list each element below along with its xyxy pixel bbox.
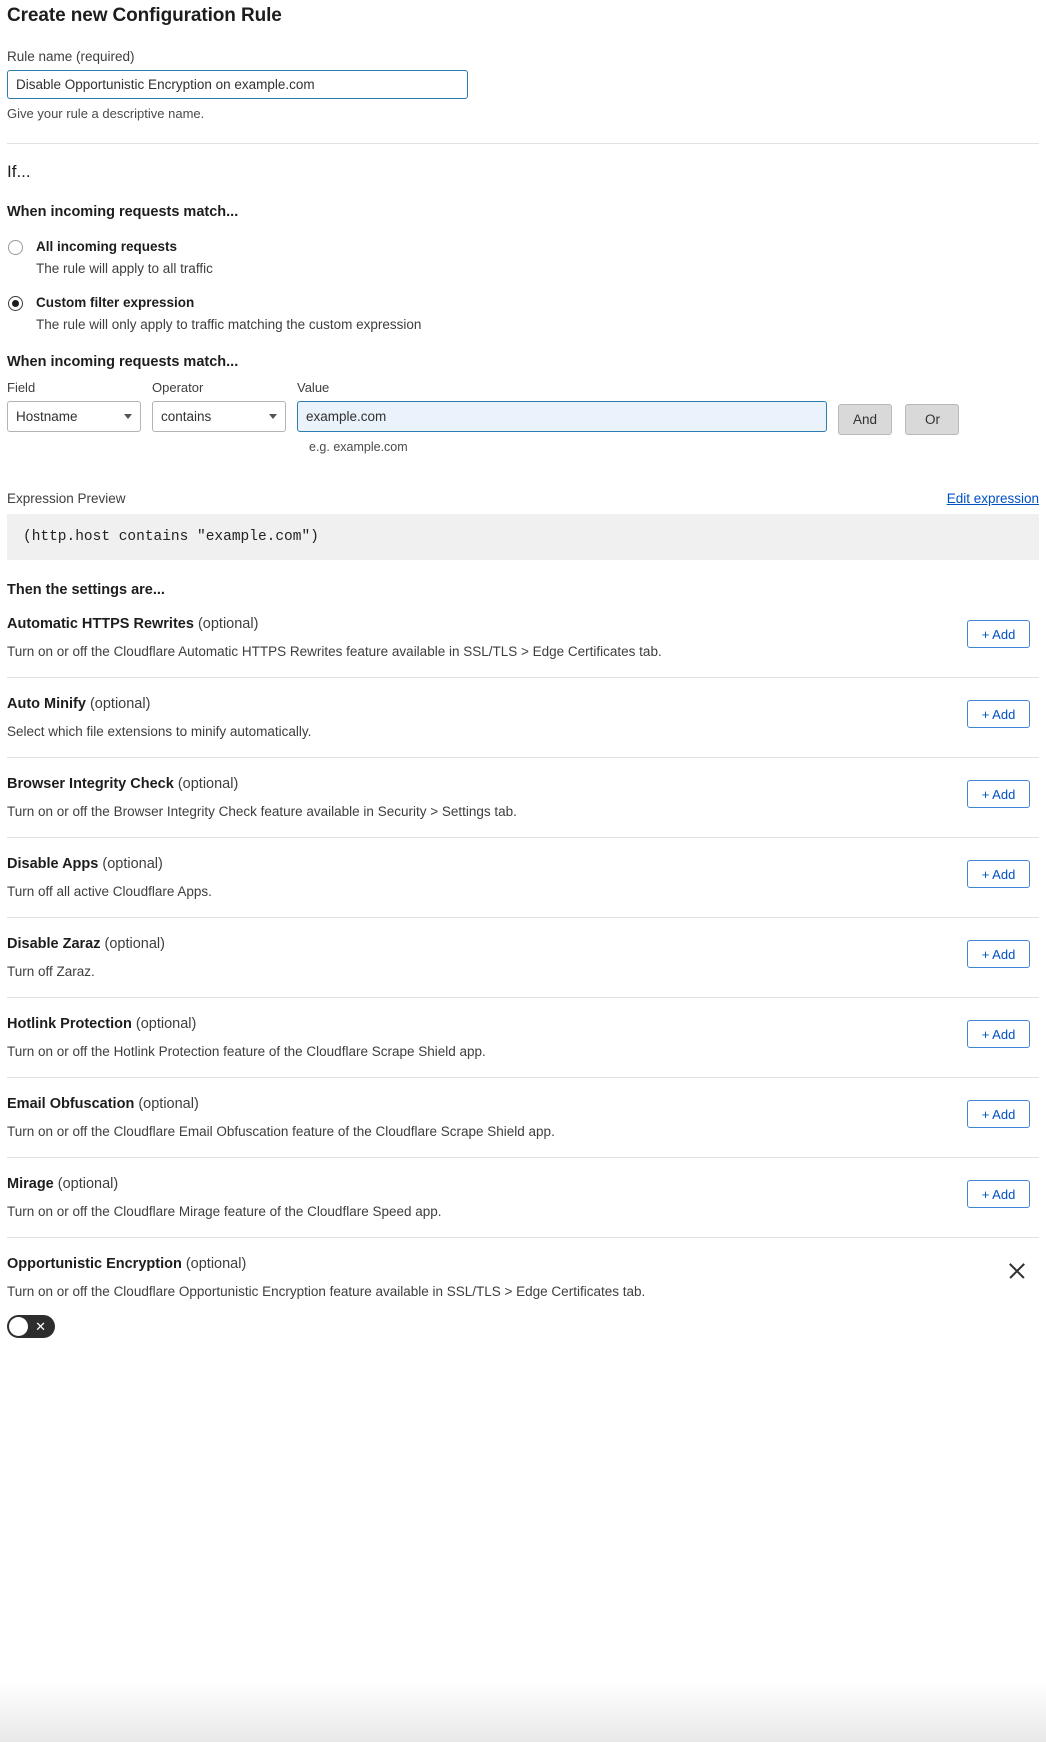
setting-optional-label: (optional) <box>104 936 165 952</box>
add-button[interactable]: + Add <box>967 780 1030 808</box>
field-select[interactable] <box>7 401 141 432</box>
value-hint: e.g. example.com <box>309 440 408 454</box>
setting-description: Turn off all active Cloudflare Apps. <box>7 884 212 899</box>
radio-option-custom-filter-expression[interactable] <box>7 294 1039 332</box>
setting-description: Turn on or off the Cloudflare Email Obfuscation feature of the Cloudflare Scrape Shield app. <box>7 1124 555 1139</box>
edit-expression-link[interactable]: Edit expression <box>946 491 1039 506</box>
setting-mirage <box>7 1158 1039 1238</box>
add-button[interactable]: + Add <box>967 1100 1030 1128</box>
setting-auto-minify <box>7 678 1039 758</box>
and-button[interactable]: And <box>838 404 892 435</box>
radio-label-all: All incoming requests <box>36 239 178 254</box>
setting-title <box>7 856 1039 872</box>
setting-name: Auto Minify <box>7 696 86 712</box>
and-or-buttons <box>838 404 959 435</box>
setting-name: Disable Apps <box>7 856 99 872</box>
setting-description: Turn on or off the Browser Integrity Check feature available in Security > Settings tab. <box>7 804 517 819</box>
setting-hotlink-protection <box>7 998 1039 1078</box>
setting-optional-label: (optional) <box>138 1096 199 1112</box>
setting-name: Browser Integrity Check <box>7 776 174 792</box>
bottom-fade-overlay <box>0 1682 1046 1742</box>
setting-description: Turn off Zaraz. <box>7 964 95 979</box>
radio-desc-all: The rule will apply to all traffic <box>36 261 213 276</box>
setting-description: Select which file extensions to minify automatically. <box>7 724 312 739</box>
setting-disable-apps <box>7 838 1039 918</box>
setting-title <box>7 936 1039 952</box>
setting-optional-label: (optional) <box>89 696 151 712</box>
setting-name: Hotlink Protection <box>7 1016 132 1032</box>
setting-description: Turn on or off the Cloudflare Automatic HTTPS Rewrites feature available in SSL/TLS > Edge Certificates tab. <box>7 644 662 659</box>
setting-name: Email Obfuscation <box>7 1096 135 1112</box>
operator-label: Operator <box>152 380 204 395</box>
operator-column <box>152 380 286 432</box>
value-column <box>297 380 827 454</box>
radio-desc-custom: The rule will only apply to traffic matching the custom expression <box>36 317 422 332</box>
setting-name: Disable Zaraz <box>7 936 101 952</box>
expression-preview-header <box>7 491 1039 506</box>
setting-description: Turn on or off the Hotlink Protection feature of the Cloudflare Scrape Shield app. <box>7 1044 486 1059</box>
divider <box>7 143 1039 144</box>
setting-title <box>7 1096 1039 1112</box>
setting-name: Mirage <box>7 1176 54 1192</box>
expression-preview-box <box>7 514 1039 560</box>
operator-select[interactable] <box>152 401 286 432</box>
rule-name-label: Rule name (required) <box>7 49 135 64</box>
setting-title <box>7 616 1039 632</box>
expression-builder-row <box>7 380 1039 454</box>
setting-title <box>7 776 1039 792</box>
setting-optional-label: (optional) <box>57 1176 119 1192</box>
match-heading: When incoming requests match... <box>7 204 239 220</box>
radio-label-custom: Custom filter expression <box>36 295 195 310</box>
add-button[interactable]: + Add <box>967 1020 1030 1048</box>
radio-option-all-incoming-requests[interactable] <box>7 238 1039 276</box>
rule-name-input[interactable] <box>7 70 468 99</box>
rule-name-help: Give your rule a descriptive name. <box>7 106 205 121</box>
or-button[interactable]: Or <box>905 404 959 435</box>
setting-disable-zaraz <box>7 918 1039 998</box>
setting-title <box>7 1176 1039 1192</box>
setting-optional-label: (optional) <box>197 616 259 632</box>
page-title: Create new Configuration Rule <box>7 5 282 26</box>
setting-optional-label: (optional) <box>102 856 163 872</box>
builder-heading: When incoming requests match... <box>7 354 239 370</box>
setting-opportunistic-encryption <box>7 1238 1039 1360</box>
value-input[interactable] <box>297 401 827 432</box>
setting-optional-label: (optional) <box>135 1016 197 1032</box>
add-button[interactable]: + Add <box>967 860 1030 888</box>
setting-email-obfuscation <box>7 1078 1039 1158</box>
then-settings-heading: Then the settings are... <box>7 582 165 598</box>
close-icon[interactable] <box>1006 1260 1028 1282</box>
field-label: Field <box>7 380 36 395</box>
add-button[interactable]: + Add <box>967 620 1030 648</box>
operator-select-wrap[interactable] <box>152 401 286 432</box>
expression-preview-label: Expression Preview <box>7 491 126 506</box>
opportunistic-encryption-toggle[interactable] <box>7 1315 55 1338</box>
if-section-heading: If... <box>7 162 31 181</box>
setting-title <box>7 1016 1039 1032</box>
setting-name: Automatic HTTPS Rewrites <box>7 616 194 632</box>
setting-optional-label: (optional) <box>177 776 239 792</box>
setting-description: Turn on or off the Cloudflare Opportunistic Encryption feature available in SSL/TLS > Edge Certificates tab. <box>7 1284 646 1299</box>
toggle-knob <box>9 1317 28 1336</box>
setting-optional-label: (optional) <box>185 1256 247 1272</box>
radio-indicator-custom[interactable] <box>8 296 23 311</box>
expression-preview-text: (http.host contains "example.com") <box>23 529 319 545</box>
opportunistic-encryption-toggle-row <box>7 1315 1039 1343</box>
toggle-off-icon: ✕ <box>35 1319 46 1334</box>
setting-description: Turn on or off the Cloudflare Mirage feature of the Cloudflare Speed app. <box>7 1204 442 1219</box>
setting-name: Opportunistic Encryption <box>7 1256 182 1272</box>
add-button[interactable]: + Add <box>967 700 1030 728</box>
setting-title <box>7 696 1039 712</box>
radio-indicator-all[interactable] <box>8 240 23 255</box>
setting-automatic-https-rewrites <box>7 598 1039 678</box>
field-select-wrap[interactable] <box>7 401 141 432</box>
setting-title <box>7 1256 1039 1272</box>
add-button[interactable]: + Add <box>967 1180 1030 1208</box>
value-label: Value <box>297 380 330 395</box>
setting-browser-integrity-check <box>7 758 1039 838</box>
field-column <box>7 380 141 432</box>
configuration-rule-form <box>0 5 1046 1360</box>
add-button[interactable]: + Add <box>967 940 1030 968</box>
